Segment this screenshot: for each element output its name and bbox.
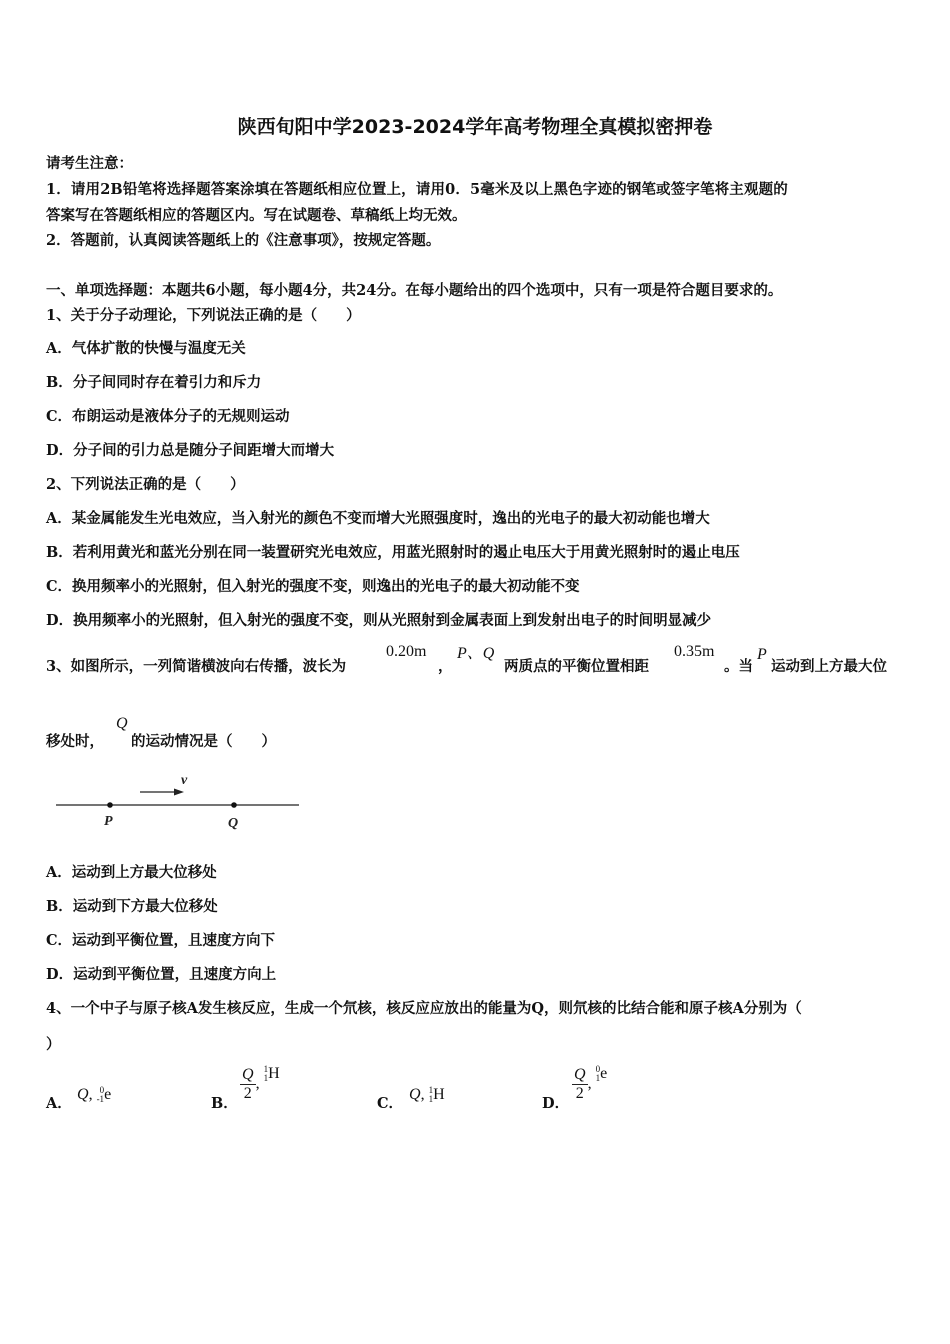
q2-option-a: A．某金属能发生光电效应，当入射光的颜色不变而增大光照强度时，逸出的光电子的最大初动能也增大 bbox=[46, 510, 710, 527]
q2-option-c: C．换用频率小的光照射，但入射光的强度不变，则逸出的光电子的最大初动能不变 bbox=[46, 578, 580, 595]
notice-line-1: 1．请用2B铅笔将选择题答案涂填在答题纸相应位置上，请用0．5毫米及以上黑色字迹的钢笔或签字笔将主观题的 bbox=[46, 181, 788, 198]
positron-symbol bbox=[596, 1065, 608, 1083]
comma: , bbox=[420, 1086, 425, 1103]
velocity-label: v bbox=[181, 773, 188, 788]
proton-symbol bbox=[429, 1086, 445, 1104]
page-title: 陕西旬阳中学2023-2024学年高考物理全真模拟密押卷 bbox=[237, 116, 713, 138]
q3-stem-e: 移处时， bbox=[46, 733, 104, 750]
q3-stem-f: 的运动情况是（ ） bbox=[131, 733, 276, 750]
q3-distance: 0.35m bbox=[674, 643, 715, 660]
fraction-q-over-2 bbox=[572, 1066, 588, 1102]
q2-option-b: B．若利用黄光和蓝光分别在同一装置研究光电效应，用蓝光照射时的遏止电压大于用黄光照射时的遏止电压 bbox=[46, 544, 740, 561]
q3-wave-figure bbox=[50, 768, 306, 834]
q4-stem: 4、一个中子与原子核A发生核反应，生成一个氘核，核反应应放出的能量为Q，则氘核的比结合能和原子核A分别为（ bbox=[46, 1000, 802, 1017]
denominator: 2 bbox=[243, 1084, 252, 1102]
q1-option-a: A．气体扩散的快慢与温度无关 bbox=[46, 340, 246, 357]
q1-option-c: C．布朗运动是液体分子的无规则运动 bbox=[46, 408, 290, 425]
q3-option-a: A．运动到上方最大位移处 bbox=[46, 864, 217, 881]
q3-option-b: B．运动到下方最大位移处 bbox=[46, 898, 218, 915]
mass-number: 1 bbox=[263, 1064, 269, 1075]
q4-option-c-value bbox=[409, 1086, 445, 1104]
numerator: Q bbox=[574, 1066, 586, 1083]
q3-stem-d: 运动到上方最大位 bbox=[771, 658, 887, 675]
charge-number: -1 bbox=[96, 1094, 105, 1105]
element-e: e bbox=[104, 1086, 112, 1103]
electron-symbol bbox=[97, 1086, 112, 1104]
q4-option-a-label: A． bbox=[46, 1095, 72, 1112]
mass-number: 0 bbox=[99, 1085, 105, 1096]
charge-number: 1 bbox=[263, 1073, 269, 1084]
q1-stem: 1、关于分子动理论，下列说法正确的是（ ） bbox=[46, 307, 361, 324]
comma: , bbox=[587, 1075, 592, 1093]
q3-stem-a: 3、如图所示，一列简谐横波向右传播，波长为 bbox=[46, 658, 347, 675]
mass-number: 0 bbox=[595, 1064, 601, 1075]
q3-option-c: C．运动到平衡位置，且速度方向下 bbox=[46, 932, 276, 949]
q-symbol: Q bbox=[409, 1086, 421, 1103]
numerator: Q bbox=[242, 1066, 254, 1083]
q-symbol: Q bbox=[77, 1086, 89, 1103]
q4-option-d-value bbox=[572, 1066, 607, 1102]
q3-wavelength: 0.20m bbox=[386, 643, 427, 660]
q3-p: P bbox=[757, 646, 767, 663]
element-e: e bbox=[600, 1064, 608, 1082]
q2-option-d: D．换用频率小的光照射，但入射光的强度不变，则从光照射到金属表面上到发射出电子的时间明显减少 bbox=[46, 612, 712, 629]
p-label: P bbox=[104, 814, 113, 829]
notice-line-1b: 答案写在答题纸相应的答题区内。写在试题卷、草稿纸上均无效。 bbox=[46, 207, 467, 224]
q3-stem-b: 两质点的平衡位置相距 bbox=[504, 658, 649, 675]
notice-line-2: 2．答题前，认真阅读答题纸上的《注意事项》，按规定答题。 bbox=[46, 232, 441, 249]
q3-q: Q bbox=[116, 715, 128, 732]
section-heading: 一、单项选择题：本题共6小题，每小题4分，共24分。在每小题给出的四个选项中，只有一项是符合题目要求的。 bbox=[46, 282, 783, 299]
notice-heading: 请考生注意： bbox=[46, 155, 133, 172]
element-h: H bbox=[268, 1064, 280, 1082]
point-q bbox=[231, 802, 237, 808]
q4-stem-end: ） bbox=[46, 1036, 61, 1053]
q3-stem-c: 。当 bbox=[724, 658, 753, 675]
q1-option-b: B．分子间同时存在着引力和斥力 bbox=[46, 374, 262, 391]
proton-symbol bbox=[264, 1065, 280, 1083]
q3-comma: ， bbox=[438, 658, 453, 675]
charge-number: 1 bbox=[428, 1094, 434, 1105]
denominator: 2 bbox=[575, 1084, 584, 1102]
element-h: H bbox=[433, 1086, 445, 1103]
charge-number: 1 bbox=[595, 1073, 601, 1084]
q4-option-c-label: C． bbox=[377, 1095, 404, 1112]
fraction-q-over-2 bbox=[240, 1066, 256, 1102]
q4-option-b-label: B． bbox=[211, 1095, 238, 1112]
q3-option-d: D．运动到平衡位置，且速度方向上 bbox=[46, 966, 277, 983]
q-label: Q bbox=[228, 816, 239, 831]
mass-number: 1 bbox=[428, 1085, 434, 1096]
q1-option-d: D．分子间的引力总是随分子间距增大而增大 bbox=[46, 442, 335, 459]
q4-option-a-value bbox=[77, 1086, 111, 1104]
q3-pq: P、Q bbox=[457, 645, 495, 662]
q2-stem: 2、下列说法正确的是（ ） bbox=[46, 476, 245, 493]
arrowhead-icon bbox=[174, 789, 184, 796]
comma: , bbox=[88, 1086, 93, 1103]
q4-option-d-label: D． bbox=[542, 1095, 570, 1112]
point-p bbox=[107, 802, 113, 808]
comma: , bbox=[255, 1075, 260, 1093]
q4-option-b-value bbox=[240, 1066, 280, 1102]
